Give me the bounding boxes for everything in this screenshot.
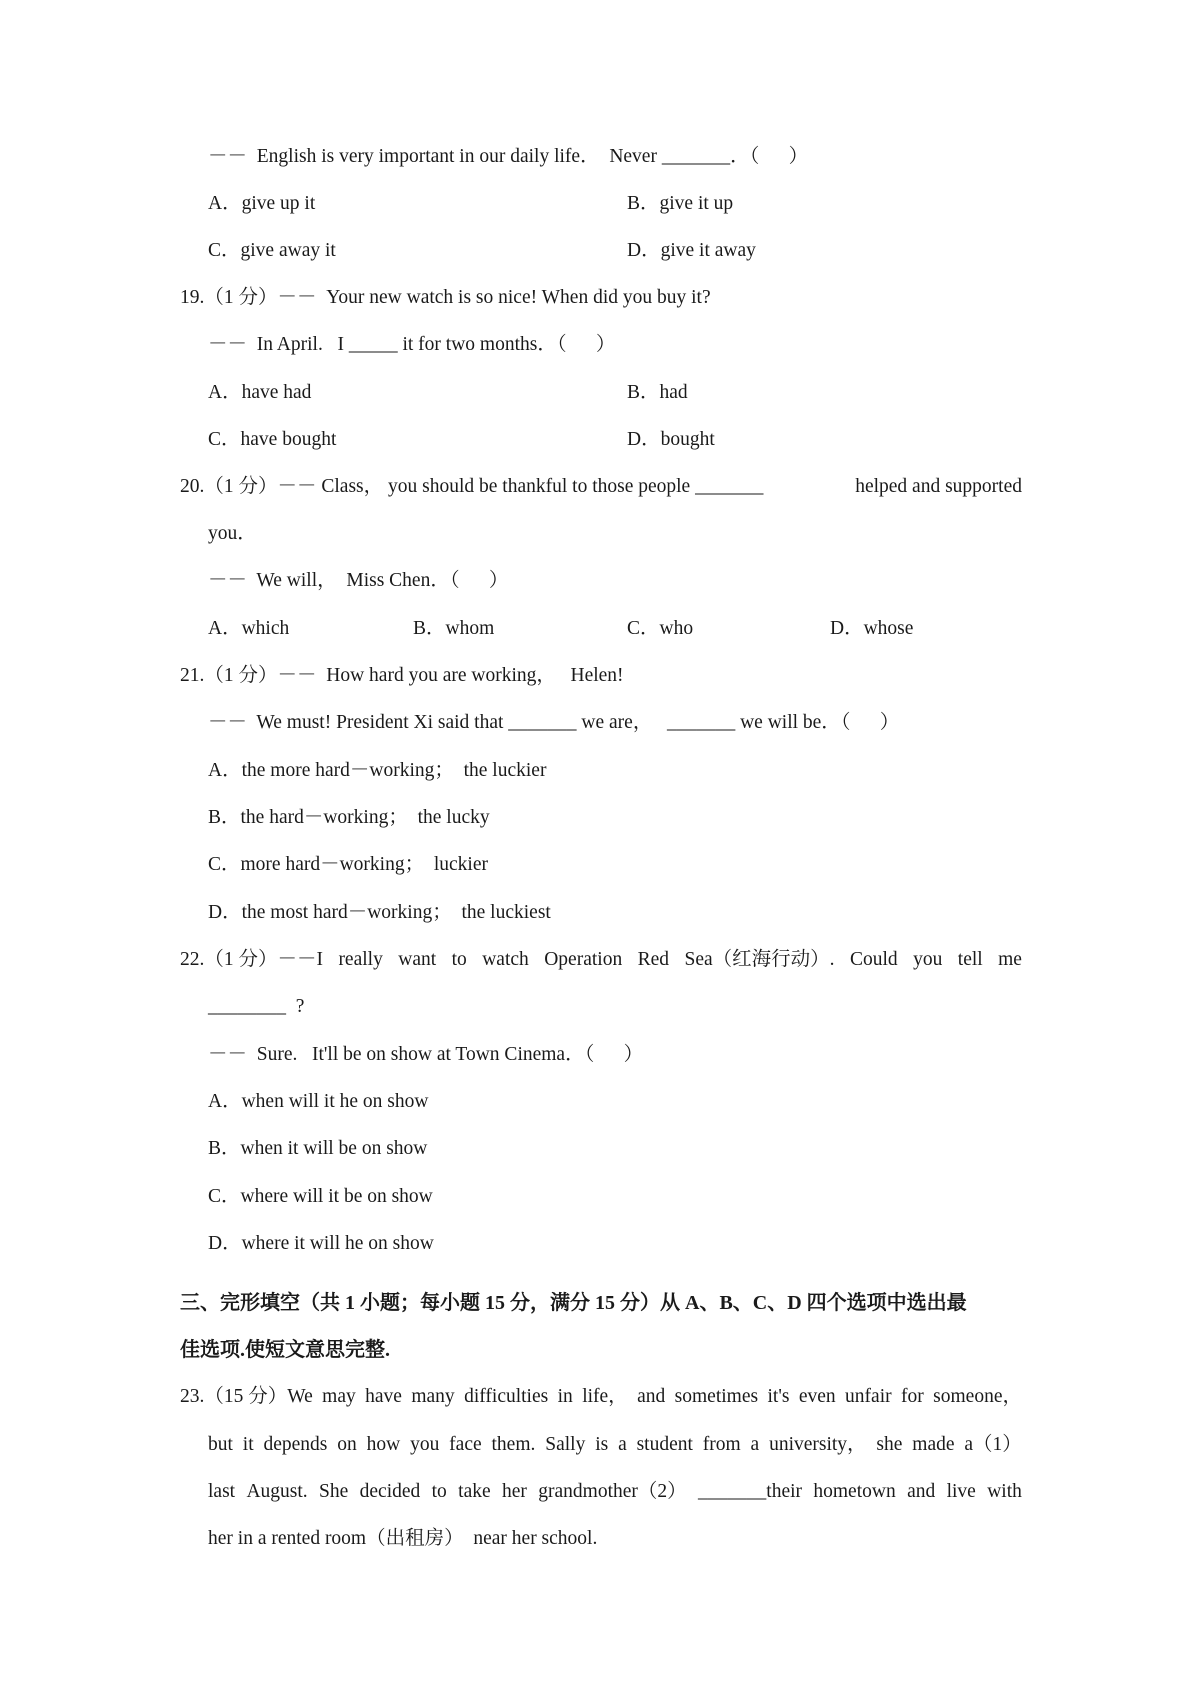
q23-word: it's xyxy=(767,1386,790,1407)
q23-word: difficulties xyxy=(464,1386,549,1407)
q23-word: last xyxy=(208,1481,236,1502)
q23-line1 xyxy=(180,1385,1022,1409)
q22-word: Could xyxy=(849,949,898,970)
q20-stem-line1 xyxy=(180,475,1022,499)
q20-option-a: A．which xyxy=(208,618,290,639)
section3-heading-line2: 佳选项.使短文意思完整. xyxy=(180,1339,390,1361)
q23-word: Sally xyxy=(545,1434,586,1455)
q23-word: you xyxy=(410,1434,440,1455)
q23-word: but xyxy=(208,1434,233,1455)
q23-word: is xyxy=(595,1434,609,1455)
q22-word: Operation xyxy=(544,949,623,970)
q23-word: from xyxy=(702,1434,741,1455)
q23-word: student xyxy=(636,1434,693,1455)
q22-word: Sea（红海行动）. xyxy=(684,949,835,970)
q23-word: may xyxy=(322,1386,356,1407)
q23-word: for xyxy=(901,1386,924,1407)
q23-word: many xyxy=(411,1386,455,1407)
q20-option-d: D．whose xyxy=(830,618,914,639)
q23-word: made xyxy=(912,1434,955,1455)
q22-option-d: D．where it will he on show xyxy=(208,1233,434,1254)
q19-option-c: C．have bought xyxy=(208,429,337,450)
q23-word: sometimes xyxy=(674,1386,759,1407)
q19-option-a: A．have had xyxy=(208,382,312,403)
q23-word: live xyxy=(946,1481,976,1502)
q23-word: in xyxy=(557,1386,573,1407)
q23-word: have xyxy=(365,1386,402,1407)
q23-word: and xyxy=(907,1481,936,1502)
q19-option-b: B．had xyxy=(627,382,688,403)
q22-word: to xyxy=(451,949,467,970)
q23-word: someone， xyxy=(933,1386,1022,1407)
q22-word: Red xyxy=(637,949,670,970)
q23-word: her xyxy=(502,1481,527,1502)
q22-option-c: C．where will it be on show xyxy=(208,1186,433,1207)
q22-word: me xyxy=(998,949,1022,970)
q23-word: grandmother（2） xyxy=(538,1481,687,1502)
q22-word: tell xyxy=(957,949,983,970)
q23-word: a xyxy=(750,1434,760,1455)
q20-option-b: B．whom xyxy=(413,618,495,639)
q22-answer-line: －－ Sure. It'll be on show at Town Cinema．（ ） xyxy=(208,1044,644,1065)
q23-word: it xyxy=(242,1434,254,1455)
q21-option-d: D．the most hard－working； the luckiest xyxy=(208,902,551,923)
q20-stem-line1-left: 20.（1 分）－－ Class， you should be thankful to those people _______ xyxy=(180,476,764,497)
q23-word: unfair xyxy=(845,1386,892,1407)
q20-answer-line: －－ We will， Miss Chen．（ ） xyxy=(208,570,509,591)
q22-stem-line2: ________ ? xyxy=(208,996,305,1017)
q23-word: a（1） xyxy=(964,1434,1022,1455)
q23-word: hometown xyxy=(813,1481,896,1502)
q23-word: August. xyxy=(246,1481,308,1502)
q22-stem-line1 xyxy=(180,948,1022,972)
q18-option-b: B．give it up xyxy=(627,193,734,214)
q18-option-a: A．give up it xyxy=(208,193,316,214)
q19-answer-line: －－ In April. I _____ it for two months．（ ） xyxy=(208,334,616,355)
q18-option-c: C．give away it xyxy=(208,240,336,261)
q19-stem: 19.（1 分）－－ Your new watch is so nice! When did you buy it? xyxy=(180,287,711,308)
q20-option-c: C．who xyxy=(627,618,694,639)
q23-line3 xyxy=(208,1480,1022,1504)
q22-word: watch xyxy=(482,949,529,970)
q21-answer-line: －－ We must! President Xi said that _______ we are， _______ we will be．（ ） xyxy=(208,712,900,733)
q21-option-c: C．more hard－working； luckier xyxy=(208,854,488,875)
q18-answer-line: －－ English is very important in our daily life． Never _______．（ ） xyxy=(208,146,809,167)
q22-word: really xyxy=(338,949,383,970)
q21-option-a: A．the more hard－working； the luckier xyxy=(208,760,547,781)
q23-word: face xyxy=(449,1434,482,1455)
q23-line4: her in a rented room（出租房） near her school. xyxy=(208,1528,598,1549)
q18-option-d: D．give it away xyxy=(627,240,756,261)
q22-word: want xyxy=(398,949,437,970)
q23-word: _______their xyxy=(698,1481,803,1502)
q23-word: a xyxy=(618,1434,627,1455)
section3-heading-line1: 三、完形填空（共 1 小题；每小题 15 分，满分 15 分）从 A、B、C、D 四个选项中选出最 xyxy=(180,1292,967,1314)
q20-stem-line2: you． xyxy=(208,523,257,544)
q23-word: and xyxy=(637,1386,666,1407)
q23-word: with xyxy=(987,1481,1022,1502)
q23-word: take xyxy=(458,1481,491,1502)
q23-word: life， xyxy=(582,1386,628,1407)
q23-word: university， xyxy=(769,1434,867,1455)
q21-stem: 21.（1 分）－－ How hard you are working， Helen! xyxy=(180,665,624,686)
q23-word: decided xyxy=(359,1481,421,1502)
q22-option-a: A．when will it he on show xyxy=(208,1091,429,1112)
q23-word: 23.（15 分）We xyxy=(180,1386,313,1407)
q20-stem-line1-right: helped and supported xyxy=(855,476,1022,497)
q21-option-b: B．the hard－working； the lucky xyxy=(208,807,490,828)
q23-word: even xyxy=(798,1386,836,1407)
q22-word: 22.（1 分）－－I xyxy=(180,949,323,970)
q22-option-b: B．when it will be on show xyxy=(208,1138,428,1159)
q23-word: she xyxy=(876,1434,903,1455)
q19-option-d: D．bought xyxy=(627,429,715,450)
q23-word: how xyxy=(366,1434,401,1455)
q22-word: you xyxy=(913,949,943,970)
q23-word: them. xyxy=(491,1434,536,1455)
q23-word: She xyxy=(319,1481,349,1502)
q23-word: on xyxy=(337,1434,357,1455)
q23-line2 xyxy=(208,1433,1022,1457)
q23-word: depends xyxy=(263,1434,328,1455)
q23-word: to xyxy=(431,1481,447,1502)
